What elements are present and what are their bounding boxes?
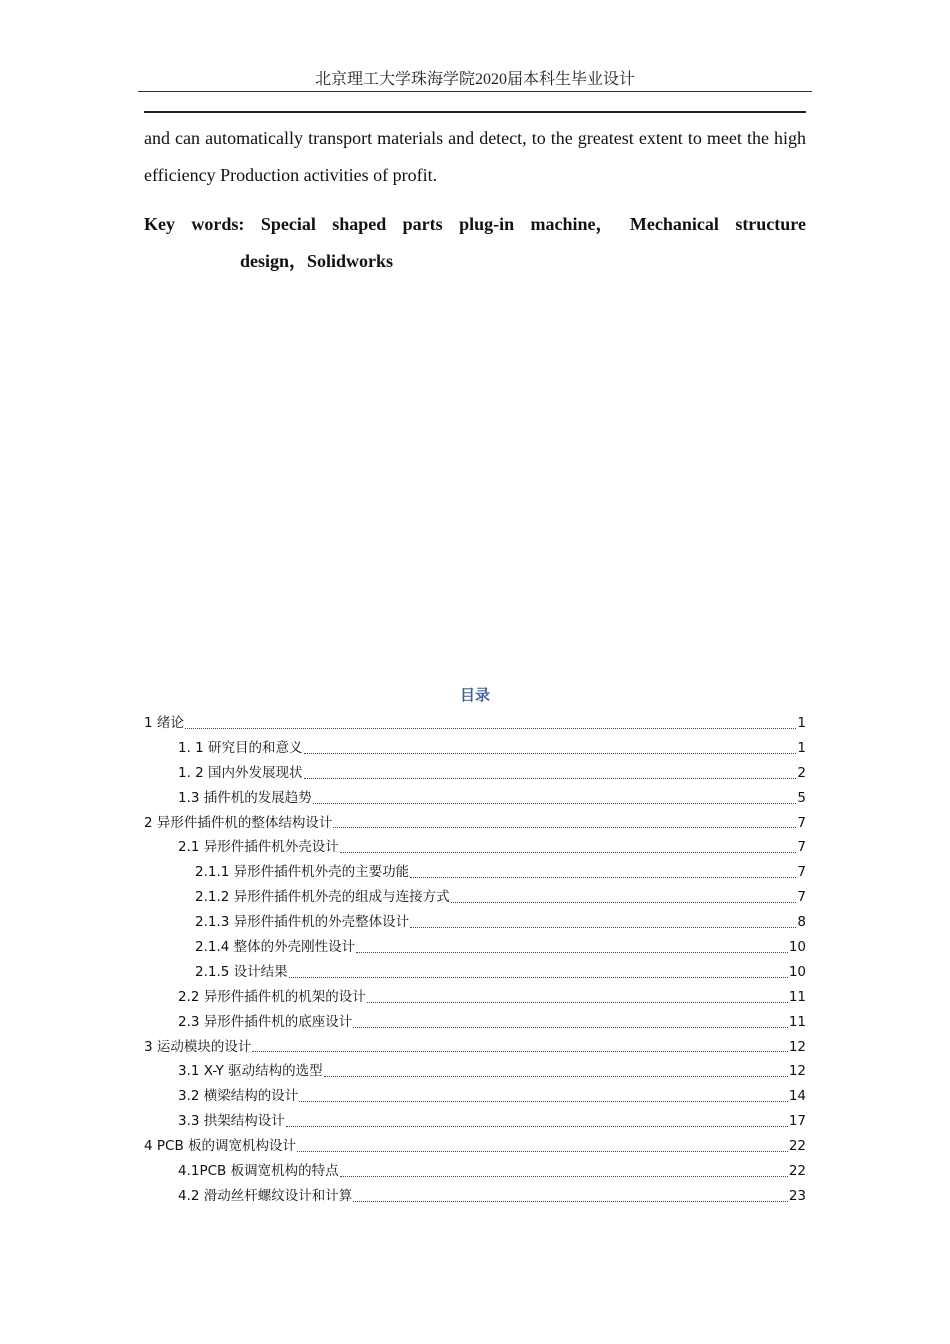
toc-entry-page: 7 (797, 864, 806, 881)
toc-entry-label: 1. 2 国内外发展现状 (178, 764, 303, 781)
toc-entry[interactable] (144, 811, 806, 836)
toc-leader-dots (353, 1027, 788, 1028)
toc-entry-label: 2.1 异形件插件机外壳设计 (178, 839, 339, 856)
toc-entry-page: 10 (788, 963, 806, 980)
toc-entry-page: 7 (797, 889, 806, 906)
keywords-line-2: design，Solidworks (240, 251, 394, 271)
toc-leader-dots (297, 1151, 788, 1152)
toc-entry-label: 2.1.5 设计结果 (195, 963, 288, 980)
toc-entry-label: 4.2 滑动丝杆螺纹设计和计算 (178, 1187, 353, 1204)
toc-entry-page: 11 (788, 988, 806, 1005)
toc-leader-dots (410, 877, 796, 878)
toc-leader-dots (356, 952, 788, 953)
toc-entry-page: 2 (797, 764, 806, 781)
toc-entry-label: 4 PCB 板的调宽机构设计 (144, 1138, 296, 1155)
toc-entry-page: 8 (797, 914, 806, 931)
toc-entry-label: 3 运动模块的设计 (144, 1038, 252, 1055)
keywords-line-1 (144, 206, 806, 243)
toc-entry[interactable] (144, 985, 806, 1010)
keywords-label-2: words: (191, 214, 245, 234)
toc-entry-page: 7 (797, 814, 806, 831)
toc-entry-page: 1 (797, 739, 806, 756)
toc-entry-label: 3.3 拱架结构设计 (178, 1113, 285, 1130)
toc-leader-dots (299, 1101, 788, 1102)
toc-entry[interactable] (144, 1010, 806, 1035)
keyword-word: structure (735, 214, 806, 234)
toc-entry[interactable] (144, 885, 806, 910)
keyword-word: parts (402, 214, 443, 234)
keywords-block (144, 206, 806, 280)
toc-entry-label: 1. 1 研究目的和意义 (178, 739, 303, 756)
toc-leader-dots (252, 1051, 787, 1052)
toc-entry-page: 22 (788, 1163, 806, 1180)
toc-leader-dots (333, 827, 796, 828)
toc-entry-page: 1 (797, 715, 806, 731)
toc-entry[interactable] (144, 1184, 806, 1209)
toc-leader-dots (304, 753, 797, 754)
toc-leader-dots (185, 728, 797, 729)
toc-title: 目录 (459, 686, 490, 704)
toc-entry-label: 2.1.3 异形件插件机的外壳整体设计 (195, 914, 410, 931)
toc-entry-page: 17 (788, 1113, 806, 1130)
header-rule (138, 91, 812, 92)
toc-leader-dots (304, 778, 797, 779)
toc-entry-page: 10 (788, 939, 806, 956)
toc-leader-dots (410, 927, 796, 928)
toc-entry-page: 12 (788, 1063, 806, 1080)
toc-entry-label: 4.1PCB 板调宽机构的特点 (178, 1163, 339, 1180)
toc-entry-page: 14 (788, 1088, 806, 1105)
keyword-word: shaped (332, 214, 387, 234)
toc-entry[interactable] (144, 1134, 806, 1159)
table-of-contents (144, 711, 806, 1209)
toc-entry[interactable] (144, 736, 806, 761)
toc-entry[interactable] (144, 1035, 806, 1060)
keyword-word: Special (260, 214, 316, 234)
toc-leader-dots (313, 803, 797, 804)
toc-leader-dots (367, 1002, 788, 1003)
toc-entry[interactable] (144, 835, 806, 860)
toc-entry-page: 7 (797, 839, 806, 856)
toc-leader-dots (353, 1201, 788, 1202)
toc-entry-label: 1 绪论 (144, 715, 184, 731)
toc-entry-label: 3.1 X-Y 驱动结构的选型 (178, 1063, 323, 1080)
toc-entry-page: 22 (788, 1138, 806, 1155)
toc-entry-page: 11 (788, 1013, 806, 1030)
page-header: 北京理工大学珠海学院2020届本科生毕业设计 (314, 71, 635, 88)
toc-entry[interactable] (144, 786, 806, 811)
toc-entry[interactable] (144, 860, 806, 885)
toc-entry-label: 2.2 异形件插件机的机架的设计 (178, 988, 366, 1005)
toc-entry[interactable] (144, 960, 806, 985)
toc-entry-page: 23 (788, 1187, 806, 1204)
toc-leader-dots (324, 1076, 788, 1077)
toc-entry-label: 2.3 异形件插件机的底座设计 (178, 1013, 353, 1030)
toc-entry-label: 1.3 插件机的发展趋势 (178, 789, 312, 806)
toc-leader-dots (451, 902, 797, 903)
toc-entry[interactable] (144, 1159, 806, 1184)
toc-entry[interactable] (144, 935, 806, 960)
toc-entry[interactable] (144, 910, 806, 935)
toc-entry-label: 2 异形件插件机的整体结构设计 (144, 814, 333, 831)
toc-leader-dots (340, 852, 797, 853)
keywords-label: Key (144, 214, 175, 234)
keyword-word: Mechanical (629, 214, 719, 234)
toc-leader-dots (340, 1176, 788, 1177)
header-rule-thick (144, 111, 806, 113)
toc-entry-label: 3.2 横梁结构的设计 (178, 1088, 299, 1105)
abstract-text: and can automatically transport materials and detect, to the greatest extent to meet the high efficiency Production activities of profit. (144, 128, 806, 185)
toc-entry-label: 2.1.4 整体的外壳刚性设计 (195, 939, 356, 956)
toc-entry-page: 5 (797, 789, 806, 806)
toc-entry[interactable] (144, 1084, 806, 1109)
keyword-word: machine， (530, 214, 614, 234)
toc-leader-dots (289, 977, 788, 978)
toc-entry[interactable] (144, 1109, 806, 1134)
keyword-word: plug-in (459, 214, 515, 234)
toc-entry[interactable] (144, 1059, 806, 1084)
toc-leader-dots (286, 1126, 788, 1127)
toc-entry-label: 2.1.2 异形件插件机外壳的组成与连接方式 (195, 889, 450, 906)
toc-entry-label: 2.1.1 异形件插件机外壳的主要功能 (195, 864, 410, 881)
toc-entry-page: 12 (788, 1038, 806, 1055)
toc-entry[interactable] (144, 761, 806, 786)
toc-entry[interactable] (144, 711, 806, 736)
